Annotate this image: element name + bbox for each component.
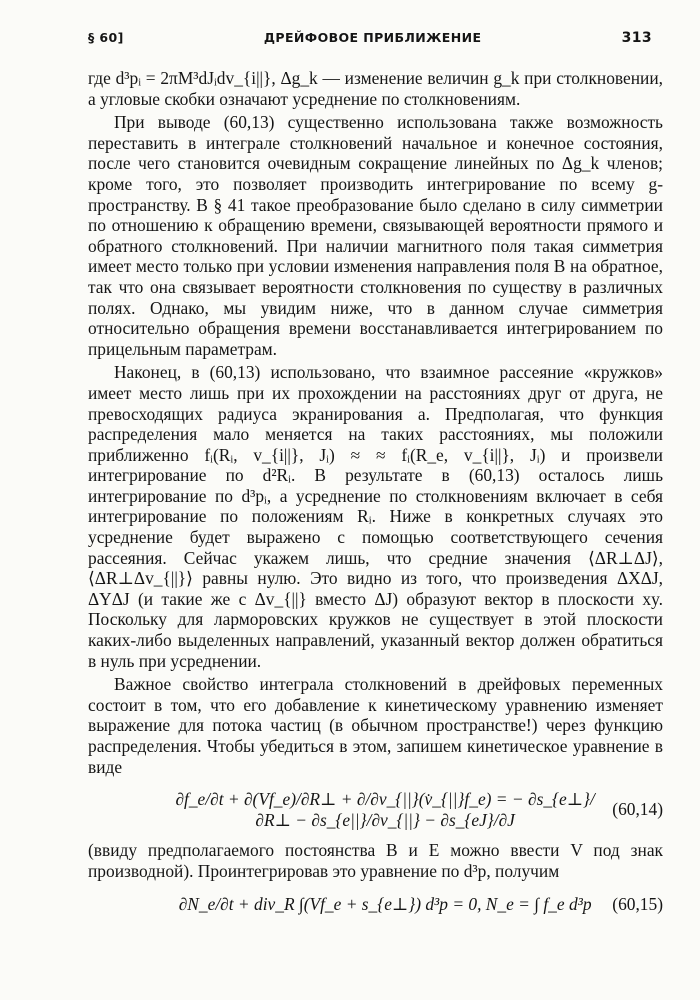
equation-60-15-number: (60,15) (612, 893, 663, 914)
paragraph-5: (ввиду предполагаемого постоянства B и E можно ввести V под знак производной). Проинтегрировав это уравнение по d³p, получим (88, 840, 663, 881)
paragraph-1: где d³pᵢ = 2πM³dJᵢdv_{i||}, Δg_k — изменение величин g_k при столкновении, а угловые скобки означают усреднение по столкновениям. (88, 68, 663, 109)
equation-60-15 (88, 894, 663, 915)
equation-60-14 (88, 789, 663, 830)
equation-60-14-body: ∂f_e/∂t + ∂(Vf_e)/∂R⊥ + ∂/∂v_{||}(v̇_{||}f_e) = − ∂s_{e⊥}/∂R⊥ − ∂s_{e||}/∂v_{||} − ∂s_{eJ}/∂J (175, 789, 595, 830)
running-title: ДРЕЙФОВОЕ ПРИБЛИЖЕНИЕ (263, 30, 482, 45)
running-header (88, 30, 652, 46)
paragraph-4: Важное свойство интеграла столкновений в дрейфовых переменных состоит в том, что его добавление к кинетическому уравнению изменяет выражение для потока частиц (в обычном пространстве!) через функцию распределения. Чтобы убедиться в этом, запишем кинетическое уравнение в виде (88, 674, 663, 777)
page-body (88, 68, 663, 924)
paragraph-3: Наконец, в (60,13) использовано, что взаимное рассеяние «кружков» имеет место лишь при их прохождении на расстояниях друг от друга, не превосходящих радиуса экранирования a. Предполагая, что функция распределения мало меняется на таких расстояниях, мы положили приближенно fᵢ(Rᵢ, v_{i||}, Jᵢ) ≈ ≈ fᵢ(R_e, v_{i||}, Jᵢ) и произвели интегрирование по d²Rᵢ. В результате в (60,13) осталось лишь интегрирование по d³pᵢ, а усреднение по столкновениям включает в себя интегрирование по положениям Rᵢ. Ниже в конкретных случаях это усреднение будет выражено с помощью соответствующего сечения рассеяния. Сейчас укажем лишь, что средние значения ⟨ΔR⊥ΔJ⟩, ⟨ΔR⊥Δv_{||}⟩ равны нулю. Это видно из того, что произведения ΔXΔJ, ΔYΔJ (и такие же с Δv_{||} вместо ΔJ) образуют вектор в плоскости xy. Поскольку для ларморовских кружков не существует в этой плоскости каких-либо выделенных направлений, указанный вектор должен обратиться в нуль при усреднении. (88, 362, 663, 671)
page-number: 313 (621, 30, 652, 46)
section-ref: § 60] (88, 30, 124, 45)
equation-60-15-body: ∂N_e/∂t + div_R ∫(Vf_e + s_{e⊥}) d³p = 0, N_e = ∫ f_e d³p (178, 893, 592, 914)
equation-60-14-number: (60,14) (612, 799, 663, 820)
paragraph-2: При выводе (60,13) существенно использована также возможность переставить в интеграле столкновений начальное и конечное состояния, после чего становится очевидным сокращение линейных по Δg_k членов; кроме того, это позволяет производить интегрирование по всему g-пространству. В § 41 такое преобразование было сделано в силу симметрии по отношению к обращению времени, связывающей вероятности прямого и обратного столкновений. При наличии магнитного поля такая симметрия имеет место только при условии изменения направления поля B на обратное, так что она связывает вероятности столкновения по существу в различных полях. Однако, мы увидим ниже, что в данном случае симметрия относительно обращения времени восстанавливается интегрированием по прицельным параметрам. (88, 112, 663, 359)
